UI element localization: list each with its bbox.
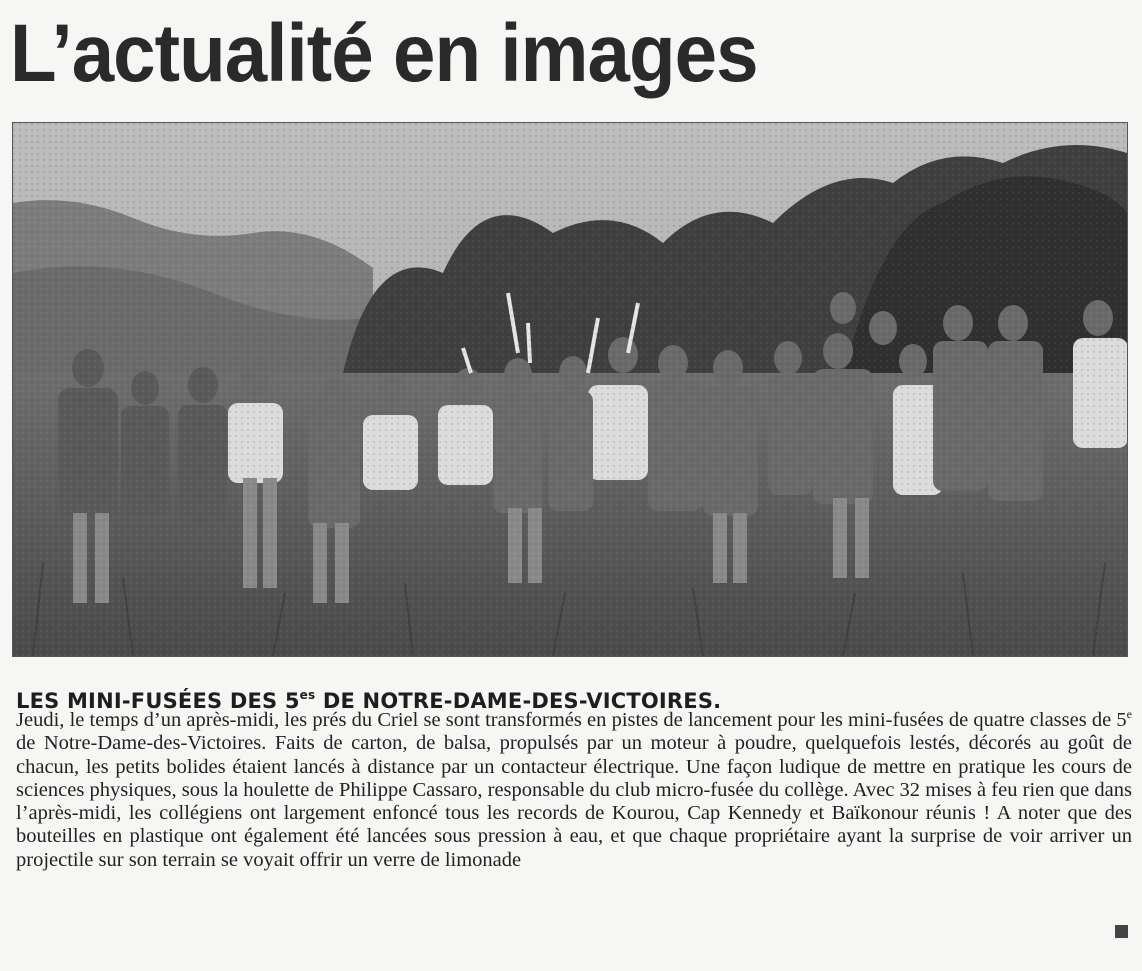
headline-end: DE NOTRE-DAME-DES-VICTOIRES. xyxy=(315,689,722,713)
headline-start: LES MINI-FUSÉES DES 5 xyxy=(16,689,300,713)
page-title: L’actualité en images xyxy=(10,8,758,99)
body-part1: Jeudi, le temps d’un après-midi, les prés du Criel se sont transformés en pistes de lancement pour les mini-fusées de quatre classes de 5 xyxy=(16,709,1127,731)
headline-superscript: es xyxy=(299,688,316,702)
group-photo-illustration xyxy=(13,123,1127,656)
group-photo xyxy=(12,122,1128,657)
body-superscript: e xyxy=(1126,707,1132,722)
body-part2: de Notre-Dame-des-Victoires. Faits de carton, de balsa, propulsés par un moteur à poudre, quelquefois lestés, décorés au goût de chacun, les petits bolides étaient lancés à distance par un contacteur électrique. Une façon ludique de mettre en pratique les cours de sciences physiques, sous la houlette de Philippe Cassaro, responsable du club micro-fusée du collège. Avec 32 mises à feu rien que dans l’après-midi, les collégiens ont largement enfoncé tous les records de Kourou, Cap Kennedy et Baïkonour réunis ! A noter que des bouteilles en plastique ont également été lancées sous pression à eau, et que chaque propriétaire ayant la surprise de voir arriver un projectile sur son terrain se voyait offrir un verre de limonade xyxy=(16,732,1132,871)
end-of-article-square-icon xyxy=(1115,925,1128,938)
article-body xyxy=(16,709,1132,872)
